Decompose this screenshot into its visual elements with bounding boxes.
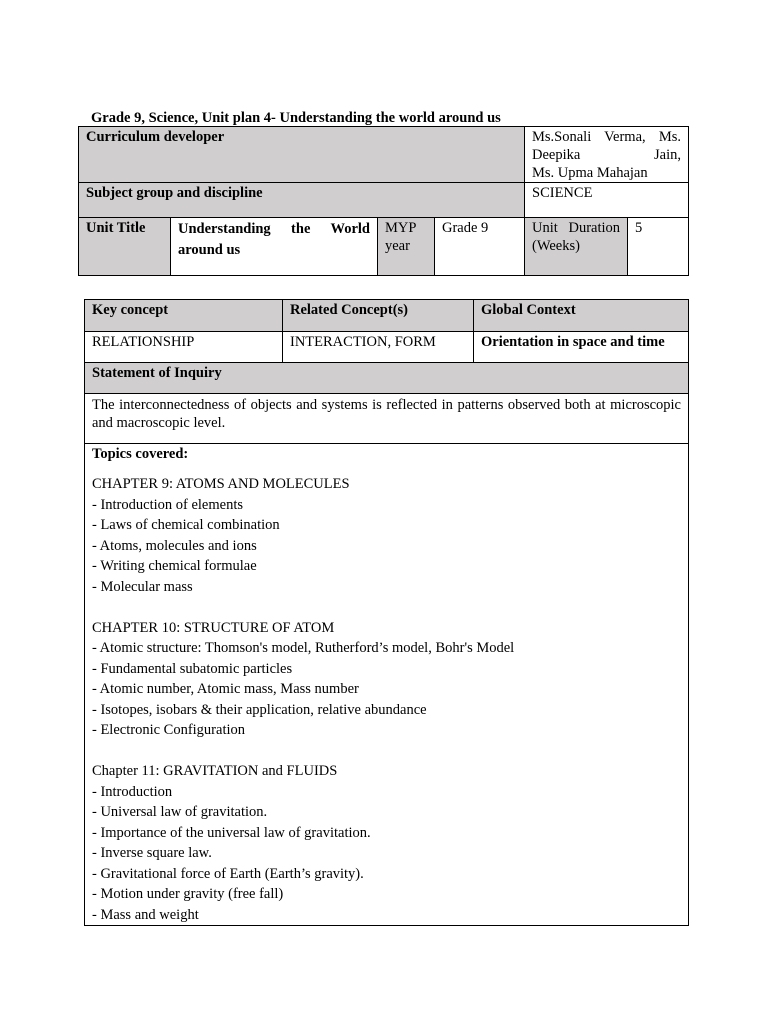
unit-title-value xyxy=(171,218,378,276)
topic-item: - Electronic Configuration xyxy=(92,722,246,738)
statement-of-inquiry-value: The interconnectedness of objects and systems is reflected in patterns observed both at microscopic and macroscopic level. xyxy=(85,394,689,444)
concept-header-row xyxy=(85,300,689,332)
subject-group-row xyxy=(79,183,689,218)
myp-year-label xyxy=(378,218,435,276)
statement-value-row xyxy=(85,394,689,444)
topic-item: - Writing chemical formulae xyxy=(92,558,257,574)
unit-duration-label-line-2: (Weeks) xyxy=(532,238,580,254)
related-concepts-value: INTERACTION, FORM xyxy=(283,332,474,363)
chapter-title: Chapter 11: GRAVITATION and FLUIDS xyxy=(92,763,338,779)
topic-item: - Introduction xyxy=(92,783,173,800)
chapter-title: CHAPTER 10: STRUCTURE OF ATOM xyxy=(92,619,335,636)
curriculum-developer-line-1: Ms.Sonali Verma, Ms. Deepika Jain, xyxy=(532,129,682,163)
topic-item: - Molecular mass xyxy=(92,578,193,595)
topic-item: - Importance of the universal law of gravitation. xyxy=(92,824,371,841)
topic-item: - Atomic number, Atomic mass, Mass number xyxy=(92,681,359,697)
topic-item: - Introduction of elements xyxy=(92,496,243,513)
topic-item: - Fundamental subatomic particles xyxy=(92,660,293,677)
related-concepts-label: Related Concept(s) xyxy=(283,300,474,332)
topic-item: - Isotopes, isobars & their application, relative abundance xyxy=(92,701,427,718)
topic-item: - Mass and weight xyxy=(92,906,199,923)
curriculum-developer-line-2: Ms. Upma Mahajan xyxy=(532,165,648,181)
unit-duration-label xyxy=(525,218,628,276)
curriculum-developer-label: Curriculum developer xyxy=(79,127,525,183)
subject-group-value: SCIENCE xyxy=(525,183,689,218)
unit-duration-value: 5 xyxy=(628,218,689,276)
topic-item: - Atoms, molecules and ions xyxy=(92,537,257,554)
concept-values-row xyxy=(85,332,689,363)
unit-title-line-2: around us xyxy=(178,242,241,258)
topic-item: - Gravitational force of Earth (Earth’s gravity). xyxy=(92,865,364,882)
topics-cell xyxy=(85,444,689,926)
topics-list xyxy=(92,474,681,925)
topic-item: - Motion under gravity (free fall) xyxy=(92,886,284,902)
statement-of-inquiry-label: Statement of Inquiry xyxy=(85,363,689,394)
chapter-spacer xyxy=(92,597,681,618)
unit-title-line-1: Understanding the World xyxy=(178,221,370,237)
topic-item: - Laws of chemical combination xyxy=(92,517,280,533)
global-context-label: Global Context xyxy=(474,300,689,332)
myp-year-label-line-1: MYP xyxy=(385,220,417,236)
subject-group-label: Subject group and discipline xyxy=(79,183,525,218)
myp-year-label-line-2: year xyxy=(385,238,410,254)
key-concept-value: RELATIONSHIP xyxy=(85,332,283,363)
key-concept-label: Key concept xyxy=(85,300,283,332)
topics-row xyxy=(85,444,689,926)
unit-duration-label-line-1: Unit Duration xyxy=(532,220,621,236)
topic-item: - Universal law of gravitation. xyxy=(92,804,268,820)
topic-item: - Inverse square law. xyxy=(92,845,212,861)
unit-header-table xyxy=(78,126,689,276)
unit-title-label: Unit Title xyxy=(79,218,171,276)
topic-item: - Atomic structure: Thomson's model, Rutherford’s model, Bohr's Model xyxy=(92,640,515,656)
concept-table xyxy=(84,299,689,926)
chapter-spacer xyxy=(92,741,681,762)
global-context-value: Orientation in space and time xyxy=(474,332,689,363)
chapter-title: CHAPTER 9: ATOMS AND MOLECULES xyxy=(92,476,350,492)
document-title: Grade 9, Science, Unit plan 4- Understanding the world around us xyxy=(91,110,501,126)
grade-value: Grade 9 xyxy=(435,218,525,276)
curriculum-developer-value xyxy=(525,127,689,183)
statement-header-row xyxy=(85,363,689,394)
curriculum-developer-row xyxy=(79,127,689,183)
topics-covered-label: Topics covered: xyxy=(92,446,189,462)
unit-title-row xyxy=(79,218,689,276)
